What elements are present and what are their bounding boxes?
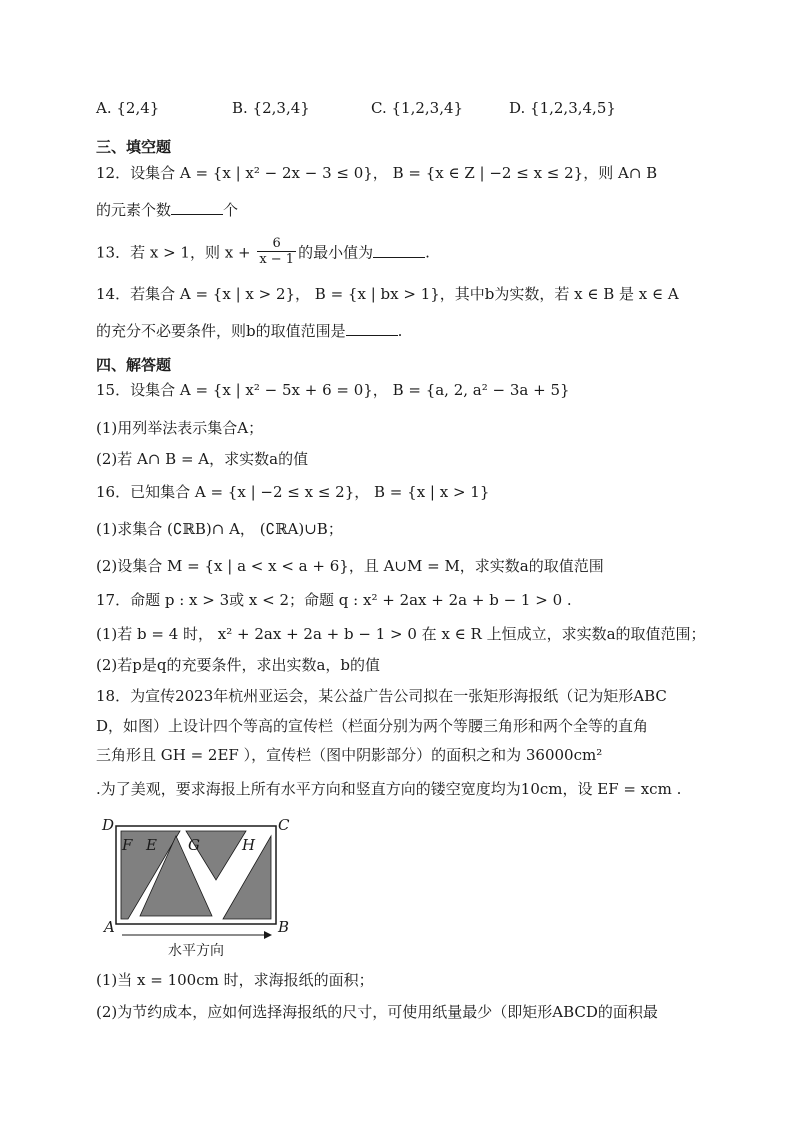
option-b: B. {2,3,4} — [232, 99, 310, 117]
label-g: G — [188, 836, 200, 854]
q18-line3: 三角形且 GH = 2EF ），宣传栏（图中阴影部分）的面积之和为 36000cm² — [96, 746, 603, 764]
label-e: E — [146, 836, 157, 854]
q14-blank — [346, 321, 398, 336]
q16-part2: (2)设集合 M = {x | a < x < a + 6}，且 A∪M = M，求实数a的取值范围 — [96, 557, 604, 575]
q13-denominator: x − 1 — [259, 252, 295, 267]
q18-line2: D，如图）上设计四个等高的宣传栏（栏面分别为两个等腰三角形和两个全等的直角 — [96, 717, 649, 735]
option-a: A. {2,4} — [96, 99, 160, 117]
q14-end: . — [397, 322, 403, 340]
q14-text: 的充分不必要条件，则b的取值范围是 — [96, 322, 346, 340]
direction-label: 水平方向 — [168, 943, 224, 959]
option-d: D. {1,2,3,4,5} — [509, 99, 616, 117]
q15-part2: (2)若 A∩ B = A，求实数a的值 — [96, 450, 309, 468]
q12-line2 — [96, 200, 238, 220]
poster-figure — [96, 814, 296, 964]
label-b: B — [278, 918, 290, 936]
q16-part1: (1)求集合 (∁ℝB)∩ A， (∁ℝA)∪B； — [96, 520, 343, 538]
q13-end: . — [425, 243, 430, 262]
direction-arrow-head — [264, 931, 272, 939]
q14-line2 — [96, 321, 402, 341]
q12-unit: 个 — [223, 201, 239, 219]
section-title-fill-blank: 三、填空题 — [96, 138, 172, 156]
q18-line1: 18．为宣传2023年杭州亚运会，某公益广告公司拟在一张矩形海报纸（记为矩形ABC — [96, 687, 667, 705]
label-f: F — [122, 836, 133, 854]
label-a: A — [104, 918, 115, 936]
q18-part1: (1)当 x = 100cm 时，求海报纸的面积； — [96, 971, 374, 989]
q17-line1: 17．命题 p : x > 3或 x < 2；命题 q : x² + 2ax + 2a + b − 1 > 0 . — [96, 591, 572, 609]
q17-part1: (1)若 b = 4 时， x² + 2ax + 2a + b − 1 > 0 在 x ∈ R 上恒成立，求实数a的取值范围； — [96, 625, 706, 643]
q17-part2: (2)若p是q的充要条件，求出实数a，b的值 — [96, 656, 380, 674]
label-h: H — [242, 836, 256, 854]
q13-suffix: 的最小值为 — [298, 243, 374, 262]
q12-text: 的元素个数 — [96, 201, 172, 219]
q15-line1: 15．设集合 A = {x | x² − 5x + 6 = 0}， B = {a, 2, a² − 3a + 5} — [96, 381, 570, 399]
q15-part1: (1)用列举法表示集合A； — [96, 419, 264, 437]
q13-fraction — [257, 236, 296, 267]
q13-blank — [373, 243, 425, 258]
q18-line4: .为了美观，要求海报上所有水平方向和竖直方向的镂空宽度均为10cm，设 EF = xcm . — [96, 780, 682, 798]
q13-numerator: 6 — [257, 236, 296, 252]
label-c: C — [278, 816, 290, 834]
option-c: C. {1,2,3,4} — [371, 99, 464, 117]
q12-line1: 12．设集合 A = {x | x² − 2x − 3 ≤ 0}， B = {x ∈ Z | −2 ≤ x ≤ 2}，则 A∩ B — [96, 164, 658, 182]
q18-part2: (2)为节约成本，应如何选择海报纸的尺寸，可使用纸量最少（即矩形ABCD的面积最 — [96, 1003, 658, 1021]
section-title-answer: 四、解答题 — [96, 356, 172, 374]
q14-line1: 14．若集合 A = {x | x > 2}， B = {x | bx > 1}，其中b为实数，若 x ∈ B 是 x ∈ A — [96, 285, 679, 303]
q13-prefix: 13．若 x > 1，则 x + — [96, 243, 251, 262]
label-d: D — [102, 816, 115, 834]
q16-line1: 16．已知集合 A = {x | −2 ≤ x ≤ 2}， B = {x | x > 1} — [96, 483, 490, 501]
q13-line — [96, 238, 430, 269]
q12-blank — [171, 200, 223, 215]
